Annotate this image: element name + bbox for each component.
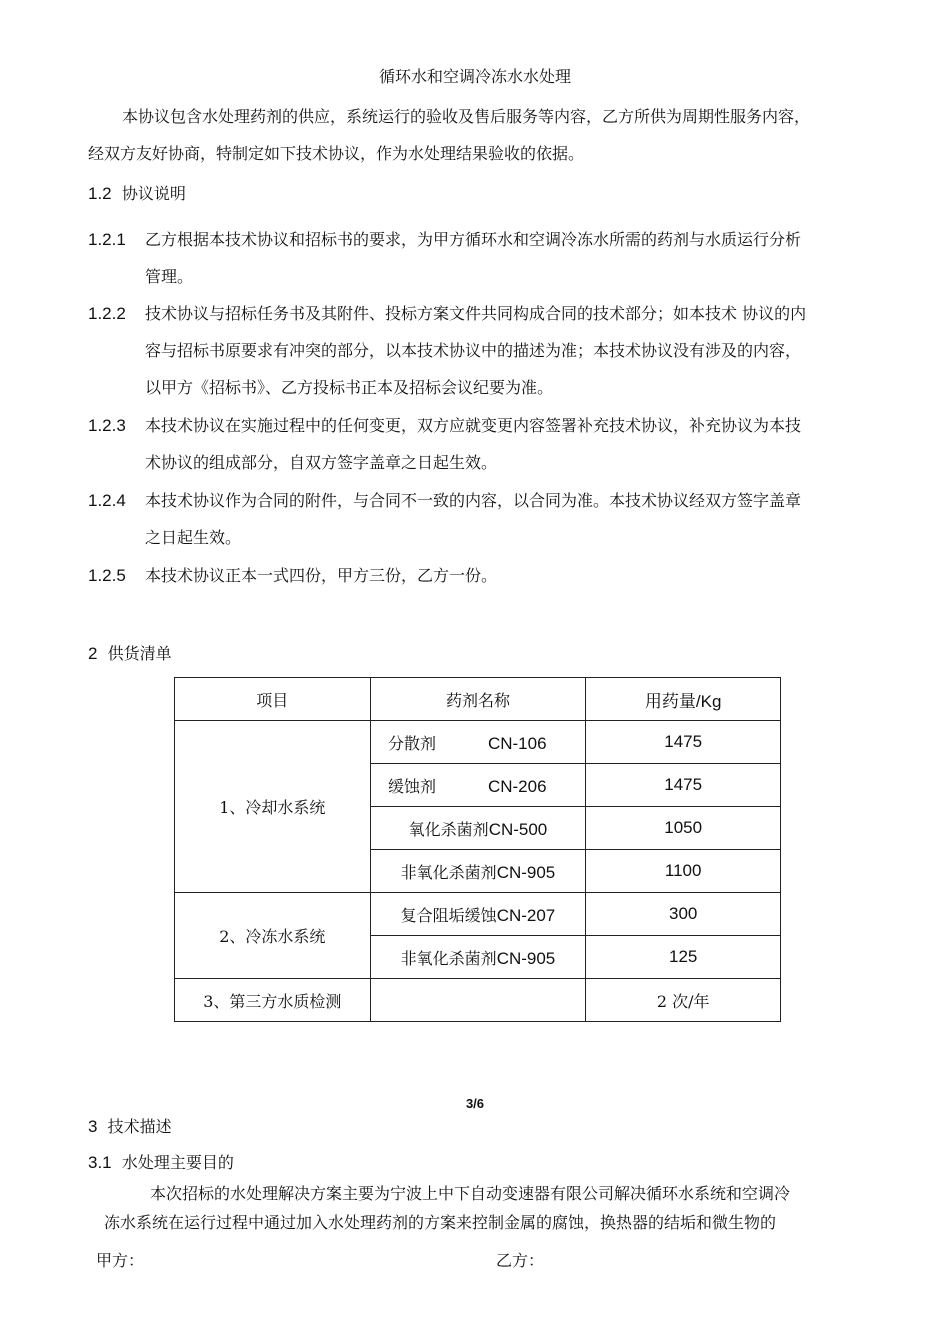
section-1-2-heading <box>88 181 186 204</box>
party-b-signature-label: 乙方： <box>496 1251 545 1270</box>
clause-text <box>145 557 885 594</box>
clause-text <box>145 221 885 295</box>
agent-name: 分散剂 <box>387 733 436 753</box>
clause-1-2-1 <box>88 221 888 295</box>
clause-line: 术协议的组成部分，自双方签字盖章之日起生效。 <box>145 453 498 472</box>
agent-name: 非氧化杀菌剂 <box>400 948 497 968</box>
table-row <box>175 979 781 1022</box>
clause-line: 之日起生效。 <box>145 528 242 547</box>
clause-1-2-4 <box>88 482 888 556</box>
intro-line-1: 本协议包含水处理药剂的供应，系统运行的验收及售后服务等内容，乙方所供为周期性服务内容， <box>122 107 811 126</box>
section-title: 供货清单 <box>107 644 172 663</box>
clause-text <box>145 295 885 406</box>
clause-1-2-5 <box>88 557 888 594</box>
clause-number: 1.2.4 <box>88 491 126 510</box>
agent-code: CN-905 <box>496 862 556 882</box>
section-2-heading <box>88 641 172 664</box>
clause-number: 1.2.2 <box>88 304 126 323</box>
table-row <box>175 893 781 936</box>
section-title: 水处理主要目的 <box>121 1153 234 1172</box>
agent-cell <box>370 893 586 936</box>
amount-cell: 1100 <box>586 850 781 893</box>
clause-line: 本技术协议正本一式四份，甲方三份，乙方一份。 <box>145 566 498 585</box>
table-header-row <box>175 678 781 721</box>
amount-cell: 1475 <box>586 721 781 764</box>
document-title: 循环水和空调冷冻水水处理 <box>378 67 571 86</box>
agent-cell <box>370 936 586 979</box>
clause-line: 乙方根据本技术协议和招标书的要求，为甲方循环水和空调冷冻水所需的药剂与水质运行分析 <box>145 230 802 249</box>
section-number: 3.1 <box>88 1153 112 1172</box>
agent-code: CN-500 <box>488 819 548 839</box>
amount-cell: 1050 <box>586 807 781 850</box>
agent-name: 氧化杀菌剂 <box>408 819 489 839</box>
clause-1-2-3 <box>88 407 888 481</box>
clause-text <box>145 482 885 556</box>
agent-cell <box>370 979 586 1022</box>
section-title: 技术描述 <box>107 1117 172 1136</box>
header-item: 项目 <box>175 678 371 721</box>
agent-cell <box>370 850 586 893</box>
agent-code: CN-206 <box>487 776 547 796</box>
group-cell: 3、第三方水质检测 <box>175 979 371 1022</box>
section-3-heading <box>88 1114 172 1137</box>
page-number: 3/6 <box>465 1096 485 1111</box>
amount-cell: 2 次/年 <box>586 979 781 1022</box>
body-3-1-line-1: 本次招标的水处理解决方案主要为宁波上中下自动变速器有限公司解决循环水系统和空调冷 <box>150 1184 791 1203</box>
clause-number: 1.2.1 <box>88 230 126 249</box>
agent-name: 缓蚀剂 <box>387 776 436 796</box>
header-agent: 药剂名称 <box>370 678 586 721</box>
clause-text <box>145 407 885 481</box>
table-row <box>175 721 781 764</box>
clause-line: 容与招标书原要求有冲突的部分，以本技术协议中的描述为准；本技术协议没有涉及的内容， <box>145 341 802 360</box>
intro-line-2: 经双方友好协商，特制定如下技术协议，作为水处理结果验收的依据。 <box>88 144 585 163</box>
supply-table <box>174 677 781 1022</box>
agent-code: CN-106 <box>487 733 547 753</box>
clause-line: 本技术协议作为合同的附件，与合同不一致的内容，以合同为准。本技术协议经双方签字盖章 <box>145 491 802 510</box>
clause-line: 技术协议与招标任务书及其附件、投标方案文件共同构成合同的技术部分；如本技术 协议的内 <box>145 304 807 323</box>
group-cell: 1、冷却水系统 <box>175 721 371 893</box>
section-number: 2 <box>88 644 98 663</box>
agent-cell <box>370 721 586 764</box>
agent-cell <box>370 764 586 807</box>
section-number: 1.2 <box>88 184 112 203</box>
agent-code: CN-905 <box>496 948 556 968</box>
clause-line: 以甲方《招标书》、乙方投标书正本及招标会议纪要为准。 <box>145 378 554 397</box>
section-title: 协议说明 <box>121 184 186 203</box>
header-amount: 用药量/Kg <box>586 678 781 721</box>
agent-name: 复合阻垢缓蚀 <box>400 905 497 925</box>
agent-cell <box>370 807 586 850</box>
clause-number: 1.2.5 <box>88 566 126 585</box>
clause-line: 本技术协议在实施过程中的任何变更，双方应就变更内容签署补充技术协议，补充协议为本技 <box>145 416 802 435</box>
clause-number: 1.2.3 <box>88 416 126 435</box>
section-number: 3 <box>88 1117 98 1136</box>
clause-line: 管理。 <box>145 267 194 286</box>
clause-1-2-2 <box>88 295 888 406</box>
amount-cell: 125 <box>586 936 781 979</box>
section-3-1-heading <box>88 1150 234 1173</box>
body-3-1-line-2: 冻水系统在运行过程中通过加入水处理药剂的方案来控制金属的腐蚀，换热器的结垢和微生物的 <box>104 1213 777 1232</box>
amount-cell: 300 <box>586 893 781 936</box>
amount-cell: 1475 <box>586 764 781 807</box>
party-a-signature-label: 甲方： <box>96 1251 145 1270</box>
group-cell: 2、冷冻水系统 <box>175 893 371 979</box>
agent-name: 非氧化杀菌剂 <box>400 862 497 882</box>
agent-code: CN-207 <box>496 905 556 925</box>
